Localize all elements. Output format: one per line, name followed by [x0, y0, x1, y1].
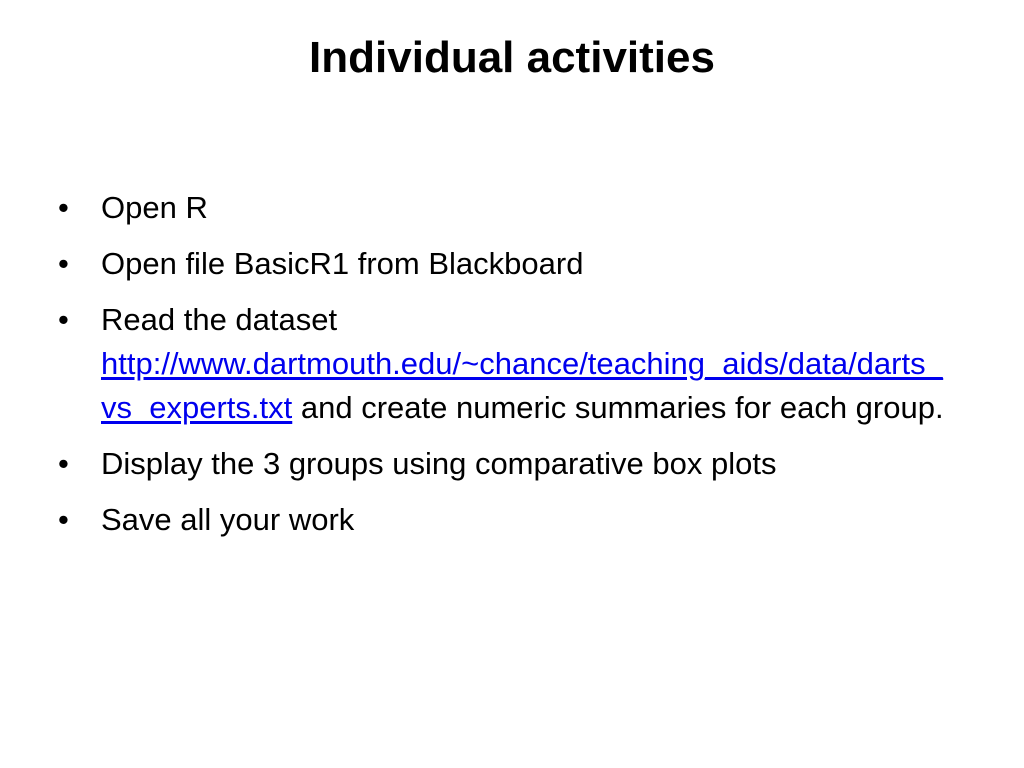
bullet-item-display-groups — [58, 442, 958, 486]
bullet-icon: • — [58, 502, 69, 537]
bullet-icon: • — [58, 246, 69, 281]
bullet-item-open-file — [58, 242, 958, 286]
slide-title: Individual activities — [309, 33, 715, 82]
bullet-text: Open file BasicR1 from Blackboard — [101, 246, 584, 281]
bullet-icon: • — [58, 446, 69, 481]
bullet-text-before-link: Read the dataset — [101, 302, 338, 337]
bullet-text: Display the 3 groups using comparative box plots — [101, 446, 777, 481]
bullet-item-open-r — [58, 186, 958, 230]
bullet-icon: • — [58, 302, 69, 337]
bullet-text-after-link: and create numeric summaries for each group. — [300, 390, 944, 425]
bullet-text: Save all your work — [101, 502, 355, 537]
bullet-text: Open R — [101, 190, 208, 225]
bullet-item-read-dataset — [58, 298, 958, 430]
dataset-link[interactable]: http://www.dartmouth.edu/~chance/teaching_aids/data/darts_vs_experts.txt — [101, 346, 943, 425]
bullet-item-save-work — [58, 498, 958, 542]
bullet-icon: • — [58, 190, 69, 225]
bullet-list — [58, 186, 958, 554]
